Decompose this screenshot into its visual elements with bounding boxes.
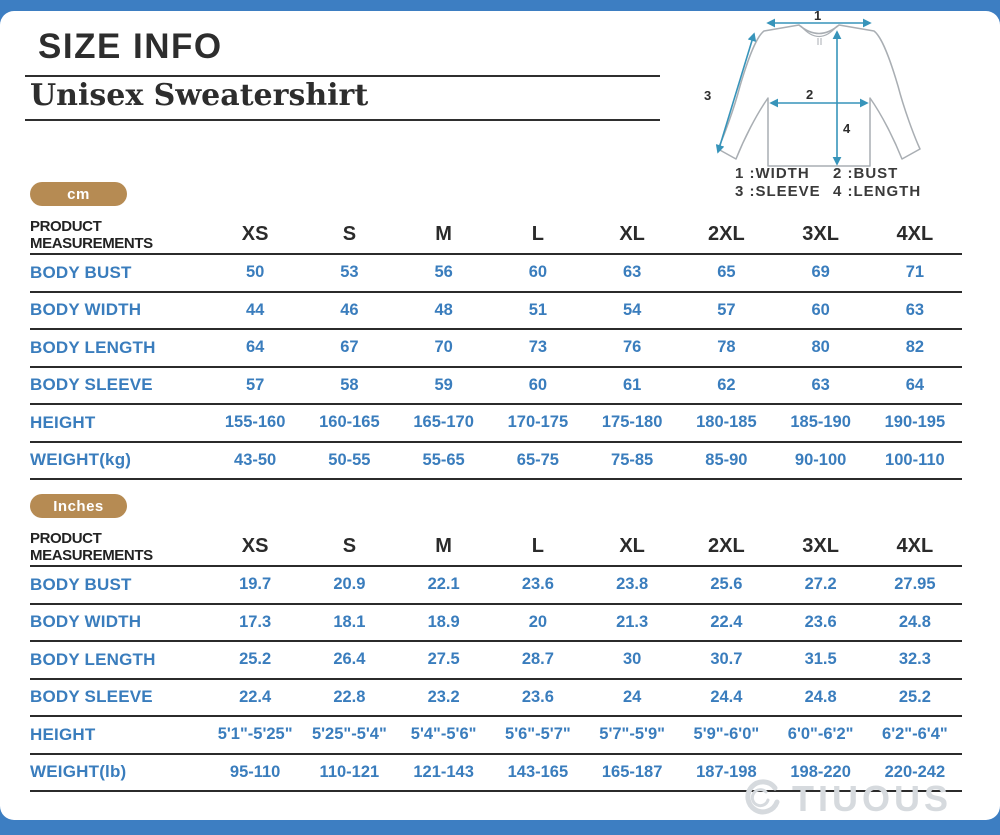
cell-value: 25.6 (710, 575, 743, 594)
bust-marker-label: 2 (806, 87, 814, 102)
length-marker-label: 4 (843, 121, 851, 136)
cell-value: 143-165 (507, 762, 569, 781)
cell-value: 59 (434, 375, 453, 394)
cell-value: 28.7 (521, 650, 554, 669)
sweater-measurement-diagram (693, 11, 965, 181)
cell-value: 18.9 (427, 612, 460, 631)
cell-value: 190-195 (884, 413, 946, 432)
table-header-label: PRODUCT MEASUREMENTS (30, 217, 153, 252)
row-label: WEIGHT(kg) (30, 450, 132, 470)
cell-value: 71 (905, 263, 925, 282)
size-column-header: 2XL (708, 535, 745, 557)
cell-value: 23.6 (521, 687, 554, 706)
legend-item-bust: 2 :BUST (833, 165, 899, 182)
brand-logo-icon (742, 778, 784, 820)
cell-value: 6'0"-6'2" (787, 725, 854, 744)
width-marker-label: 1 (814, 11, 822, 23)
table-row (30, 405, 962, 443)
size-column-header: XS (241, 223, 269, 245)
cell-value: 27.95 (894, 575, 936, 594)
size-column-header: XL (619, 223, 645, 245)
measurement-legend (735, 165, 921, 200)
cell-value: 5'1"-5'25" (217, 725, 293, 744)
table-row (30, 368, 962, 406)
size-column-header: XS (241, 535, 269, 557)
cell-value: 57 (245, 375, 265, 394)
divider-top (25, 75, 660, 77)
cell-value: 22.8 (333, 687, 366, 706)
row-label: BODY BUST (30, 262, 132, 282)
table-row (30, 680, 962, 718)
cell-value: 110-121 (319, 762, 380, 781)
cell-value: 69 (811, 263, 830, 282)
cell-value: 185-190 (790, 413, 851, 432)
size-table-inches (30, 528, 962, 792)
cell-value: 30.7 (710, 650, 743, 669)
cell-value: 23.6 (521, 575, 554, 594)
cell-value: 58 (340, 375, 359, 394)
unit-badge-cm: cm (30, 182, 127, 206)
cell-value: 65 (717, 263, 736, 282)
cell-value: 175-180 (601, 413, 663, 432)
cell-value: 53 (340, 263, 359, 282)
cell-value: 23.6 (804, 612, 837, 631)
cell-value: 6'2"-6'4" (882, 725, 948, 744)
table-row (30, 567, 962, 605)
cell-value: 100-110 (885, 450, 945, 469)
cell-value: 180-185 (696, 413, 757, 432)
table-row (30, 642, 962, 680)
cell-value: 17.3 (239, 612, 272, 631)
row-label: HEIGHT (30, 412, 96, 432)
cell-value: 60 (528, 263, 548, 282)
cell-value: 5'6"-5'7" (505, 725, 571, 744)
cell-value: 43-50 (234, 450, 277, 469)
brand-watermark (742, 778, 952, 820)
divider-bottom (25, 119, 660, 121)
cell-value: 44 (245, 300, 265, 319)
cell-value: 24.8 (898, 612, 931, 631)
brand-watermark-text: TIUOUS (791, 778, 952, 819)
cell-value: 220-242 (884, 762, 946, 781)
cell-value: 95-110 (229, 762, 281, 781)
cell-value: 80 (811, 338, 830, 357)
table-row (30, 717, 962, 755)
cell-value: 19.7 (239, 575, 272, 594)
size-column-header: 3XL (802, 535, 839, 557)
cell-value: 54 (622, 300, 642, 319)
cell-value: 198-220 (790, 762, 851, 781)
cell-value: 61 (622, 375, 642, 394)
cell-value: 25.2 (898, 687, 931, 706)
legend-item-sleeve: 3 :SLEEVE (735, 183, 821, 200)
cell-value: 85-90 (705, 450, 748, 469)
row-label: HEIGHT (30, 724, 96, 744)
cell-value: 73 (528, 338, 548, 357)
cell-value: 46 (340, 300, 359, 319)
cell-value: 22.4 (239, 687, 272, 706)
size-column-header: M (435, 223, 452, 245)
cell-value: 26.4 (333, 650, 366, 669)
cell-value: 75-85 (611, 450, 654, 469)
cell-value: 24.8 (804, 687, 837, 706)
size-column-header: 2XL (708, 223, 745, 245)
size-column-header: 4XL (896, 535, 934, 557)
cell-value: 5'9"-6'0" (693, 725, 760, 744)
size-column-header: L (531, 535, 544, 557)
size-column-header: S (342, 535, 357, 557)
cell-value: 60 (528, 375, 548, 394)
cell-value: 63 (622, 263, 642, 282)
row-label: BODY BUST (30, 574, 132, 594)
table-header-row (30, 528, 962, 567)
cell-value: 21.3 (616, 612, 649, 631)
cell-value: 18.1 (333, 612, 366, 631)
row-label: BODY WIDTH (30, 300, 142, 320)
cell-value: 5'25"-5'4" (311, 725, 387, 744)
cell-value: 170-175 (507, 413, 569, 432)
cell-value: 64 (245, 338, 265, 357)
cell-value: 160-165 (319, 413, 380, 432)
legend-item-width: 1 :WIDTH (735, 165, 810, 182)
size-table-cm (30, 216, 962, 480)
cell-value: 20.9 (333, 575, 366, 594)
cell-value: 23.8 (616, 575, 649, 594)
cell-value: 51 (528, 300, 548, 319)
cell-value: 56 (434, 263, 453, 282)
cell-value: 60 (811, 300, 830, 319)
cell-value: 5'7"-5'9" (599, 725, 665, 744)
product-subtitle: Unisex Sweatershirt (30, 78, 369, 113)
table-row (30, 605, 962, 643)
cell-value: 31.5 (804, 650, 837, 669)
size-column-header: 3XL (802, 223, 839, 245)
cell-value: 22.4 (710, 612, 743, 631)
cell-value: 76 (622, 338, 642, 357)
cell-value: 24.4 (710, 687, 743, 706)
sweater-outline-shape (718, 25, 920, 166)
cell-value: 5'4"-5'6" (410, 725, 477, 744)
cell-value: 20 (528, 612, 548, 631)
row-label: BODY LENGTH (30, 337, 156, 357)
cell-value: 48 (434, 300, 453, 319)
page-title: SIZE INFO (38, 27, 223, 66)
cell-value: 57 (717, 300, 736, 319)
cell-value: 32.3 (898, 650, 931, 669)
cell-value: 90-100 (794, 450, 847, 469)
cell-value: 23.2 (427, 687, 460, 706)
cell-value: 55-65 (422, 450, 465, 469)
cell-value: 30 (622, 650, 642, 669)
cell-value: 121-143 (413, 762, 474, 781)
cell-value: 65-75 (516, 450, 559, 469)
cell-value: 187-198 (696, 762, 757, 781)
cell-value: 62 (717, 375, 736, 394)
row-label: BODY SLEEVE (30, 687, 153, 707)
cell-value: 63 (811, 375, 830, 394)
table-row (30, 443, 962, 481)
cell-value: 165-170 (413, 413, 474, 432)
cell-value: 155-160 (224, 413, 286, 432)
cell-value: 165-187 (601, 762, 663, 781)
cell-value: 78 (717, 338, 736, 357)
row-label: BODY SLEEVE (30, 375, 153, 395)
unit-badge-inches: Inches (30, 494, 127, 518)
cell-value: 64 (905, 375, 925, 394)
legend-item-length: 4 :LENGTH (833, 183, 922, 200)
cell-value: 27.2 (804, 575, 837, 594)
table-row (30, 330, 962, 368)
table-header-label: PRODUCT MEASUREMENTS (30, 529, 153, 564)
size-column-header: XL (619, 535, 645, 557)
cell-value: 70 (434, 338, 453, 357)
cell-value: 50-55 (328, 450, 371, 469)
cell-value: 22.1 (427, 575, 460, 594)
cell-value: 27.5 (427, 650, 460, 669)
size-column-header: 4XL (896, 223, 934, 245)
table-row (30, 293, 962, 331)
table-header-row (30, 216, 962, 255)
cell-value: 25.2 (239, 650, 272, 669)
table-row (30, 255, 962, 293)
cell-value: 50 (245, 263, 265, 282)
size-column-header: M (435, 535, 452, 557)
row-label: BODY WIDTH (30, 612, 142, 632)
cell-value: 67 (340, 338, 359, 357)
content-card (0, 11, 1000, 820)
sleeve-marker-label: 3 (704, 88, 712, 103)
size-column-header: S (342, 223, 357, 245)
cell-value: 82 (905, 338, 925, 357)
cell-value: 24 (622, 687, 642, 706)
row-label: BODY LENGTH (30, 649, 156, 669)
row-label: WEIGHT(lb) (30, 762, 127, 782)
cell-value: 63 (905, 300, 925, 319)
size-column-header: L (531, 223, 544, 245)
